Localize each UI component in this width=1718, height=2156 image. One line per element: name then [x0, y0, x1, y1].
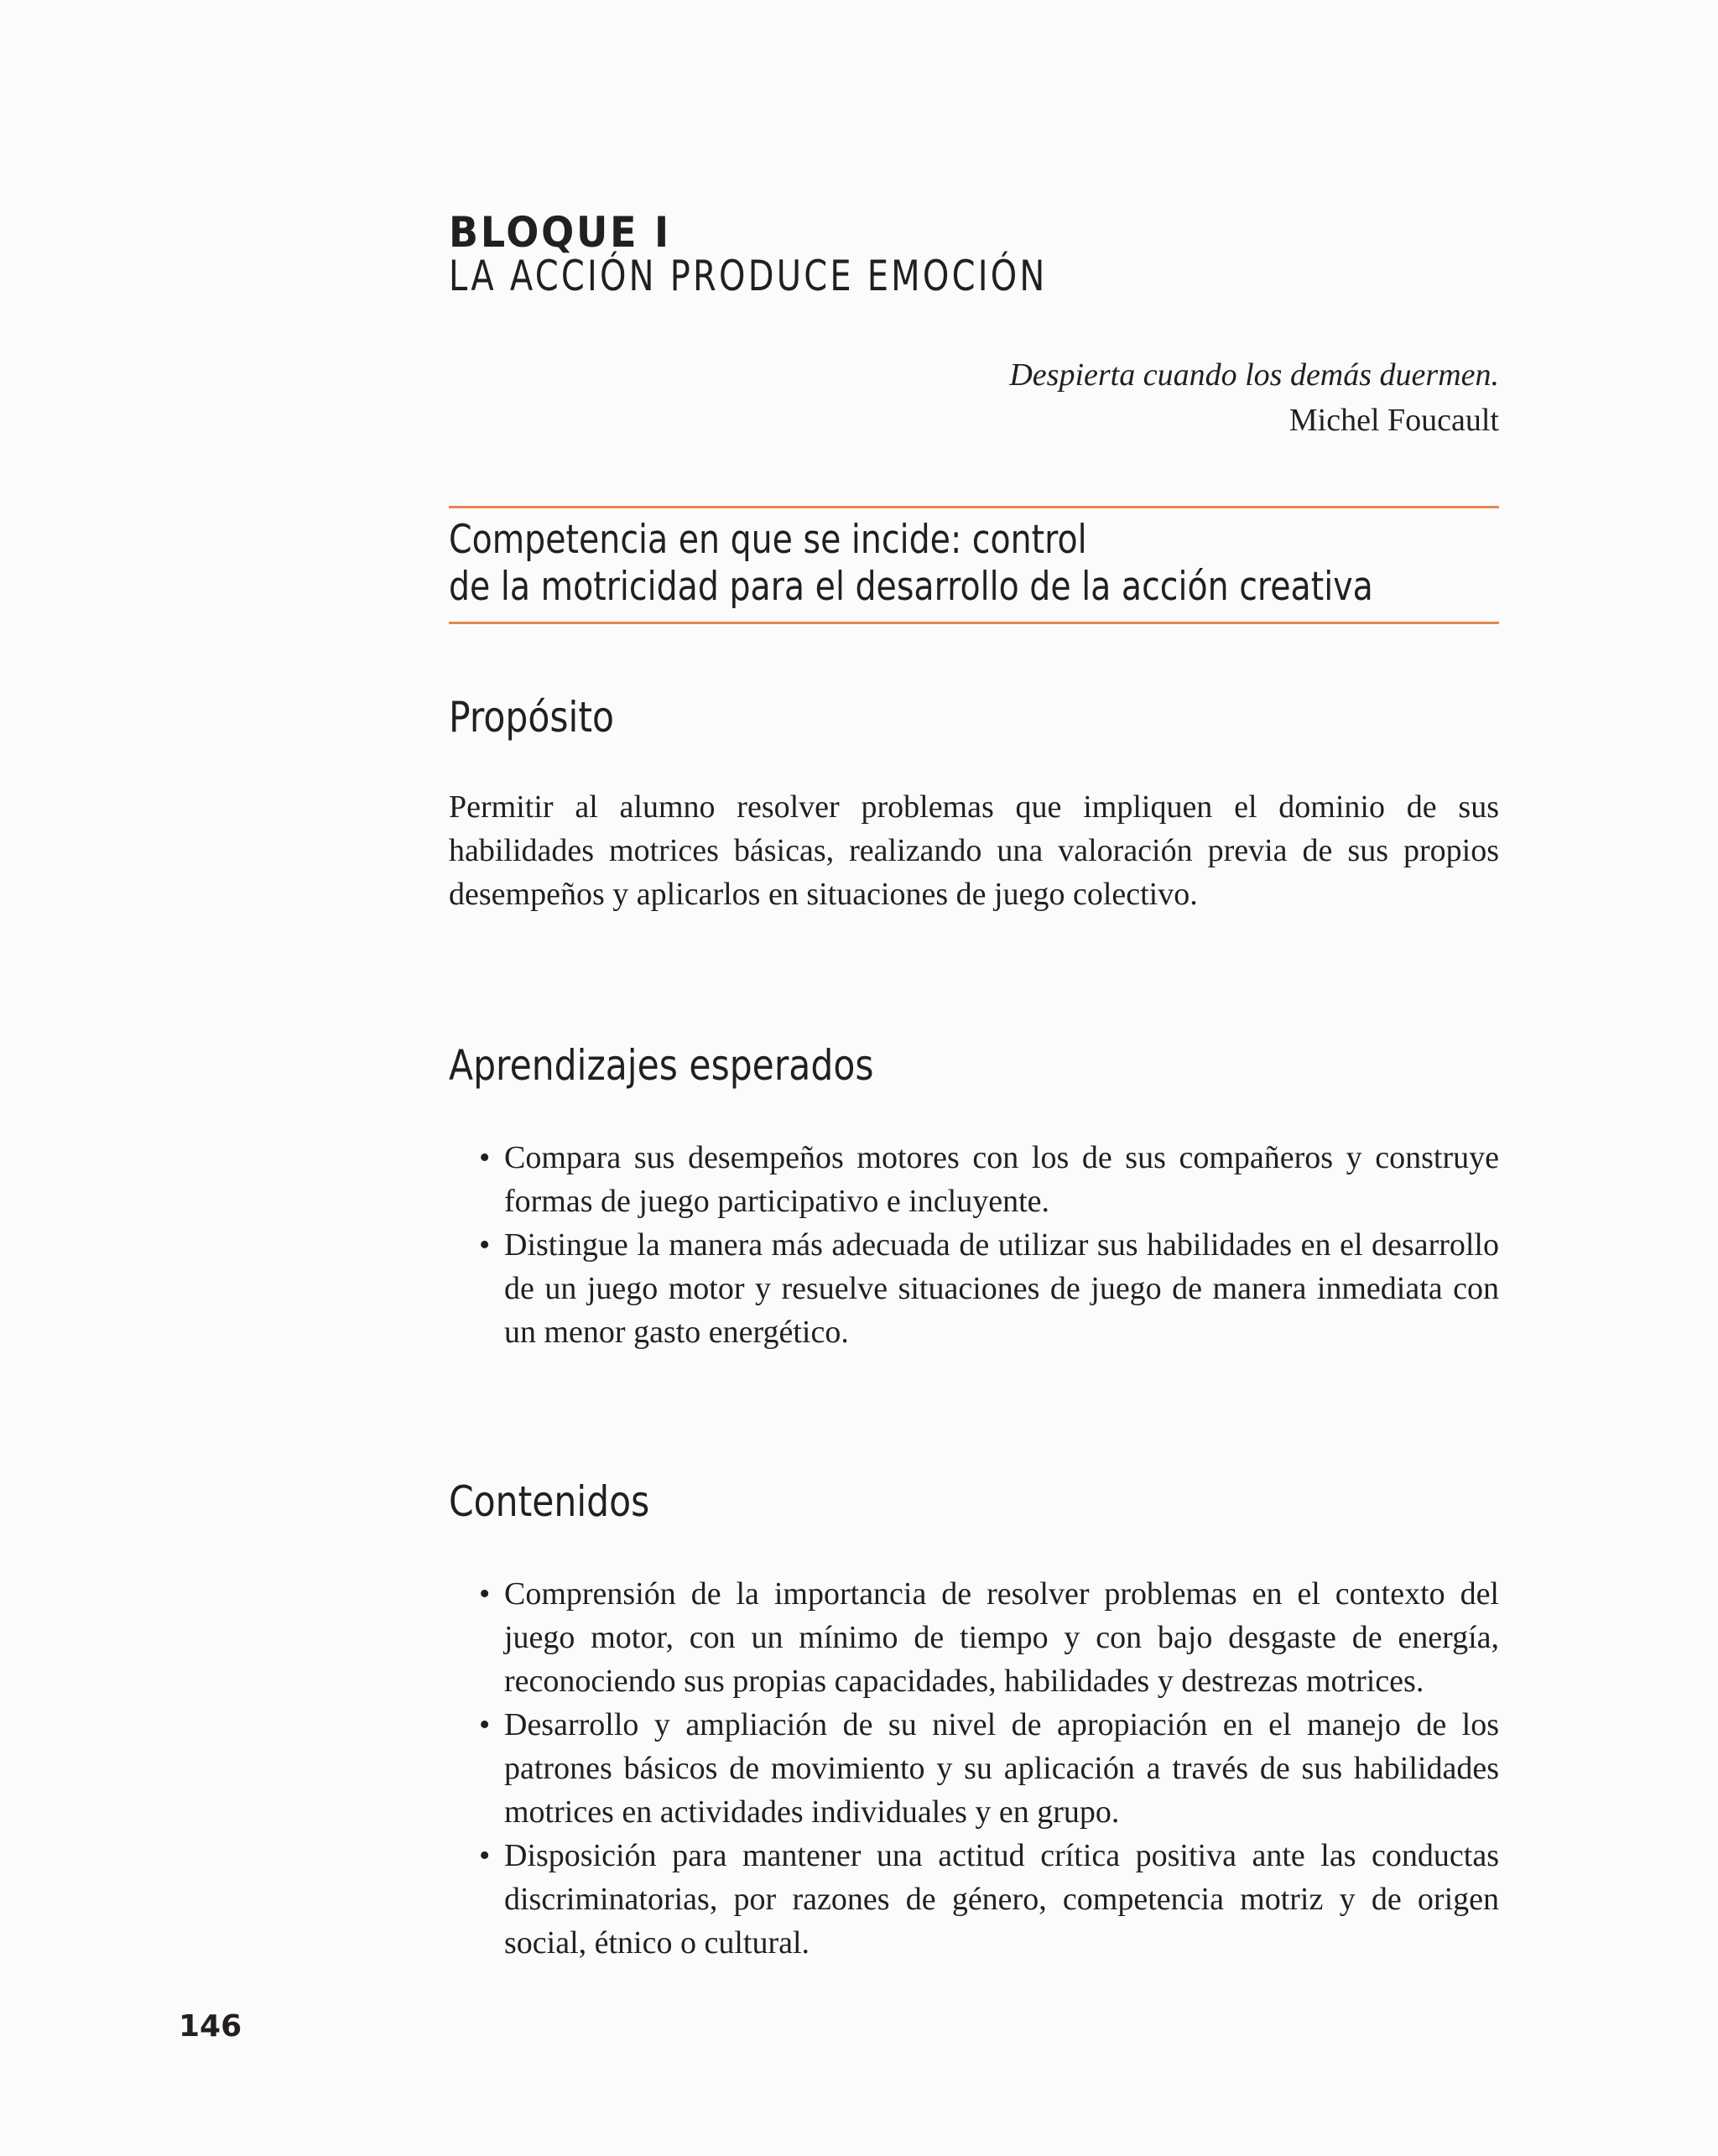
- contenidos-heading: Contenidos: [449, 1477, 650, 1526]
- competencia-heading: [449, 517, 1373, 611]
- list-item-text: Disposición para mantener una actitud crítica positiva ante las conductas discriminatorias, por razones de género, competencia motriz y de origen social, étnico o cultural.: [504, 1838, 1499, 1961]
- aprendizajes-list: [449, 1136, 1499, 1354]
- epigraph-quote: Despierta cuando los demás duermen.: [1009, 357, 1499, 393]
- bullet-icon: •: [479, 1227, 491, 1263]
- list-item-text: Desarrollo y ampliación de su nivel de apropiación en el manejo de los patrones básicos de movimiento y su aplicación a través de sus habilidades motrices en actividades individuales y en grupo.: [504, 1707, 1499, 1830]
- list-item-text: Distingue la manera más adecuada de utilizar sus habilidades en el desarrollo de un juego motor y resuelve situaciones de juego de manera inmediata con un menor gasto energético.: [504, 1227, 1499, 1350]
- block-label: BLOQUE I: [449, 208, 671, 257]
- proposito-text: Permitir al alumno resolver problemas que impliquen el dominio de sus habilidades motrices básicas, realizando una valoración previa de sus propios desempeños y aplicarlos en situaciones de juego colectivo.: [449, 789, 1499, 912]
- aprendizajes-heading: Aprendizajes esperados: [449, 1041, 874, 1090]
- block-title: LA ACCIÓN PRODUCE EMOCIÓN: [449, 252, 1048, 300]
- epigraph-author: Michel Foucault: [1288, 403, 1499, 438]
- list-item: [449, 1136, 1499, 1223]
- proposito-heading: Propósito: [449, 693, 615, 742]
- list-item: [449, 1834, 1499, 1965]
- competencia-top-rule: [449, 506, 1499, 508]
- bullet-icon: •: [479, 1707, 491, 1742]
- bullet-icon: •: [479, 1838, 491, 1873]
- competencia-bottom-rule: [449, 622, 1499, 624]
- competencia-line-1: Competencia en que se incide: control: [449, 517, 1087, 563]
- page-number: 146: [179, 2009, 242, 2044]
- competencia-line-2: de la motricidad para el desarrollo de la acción creativa: [449, 564, 1373, 610]
- list-item: [449, 1703, 1499, 1834]
- contenidos-list: [449, 1572, 1499, 1965]
- bullet-icon: •: [479, 1576, 491, 1612]
- bullet-icon: •: [479, 1140, 491, 1175]
- list-item-text: Comprensión de la importancia de resolver problemas en el contexto del juego motor, con un mínimo de tiempo y con bajo desgaste de energía, reconociendo sus propias capacidades, habilidades y destrezas motrices.: [504, 1576, 1499, 1699]
- epigraph: [1009, 352, 1499, 443]
- list-item: [449, 1572, 1499, 1703]
- list-item-text: Compara sus desempeños motores con los de sus compañeros y construye formas de juego participativo e incluyente.: [504, 1140, 1499, 1219]
- list-item: [449, 1223, 1499, 1354]
